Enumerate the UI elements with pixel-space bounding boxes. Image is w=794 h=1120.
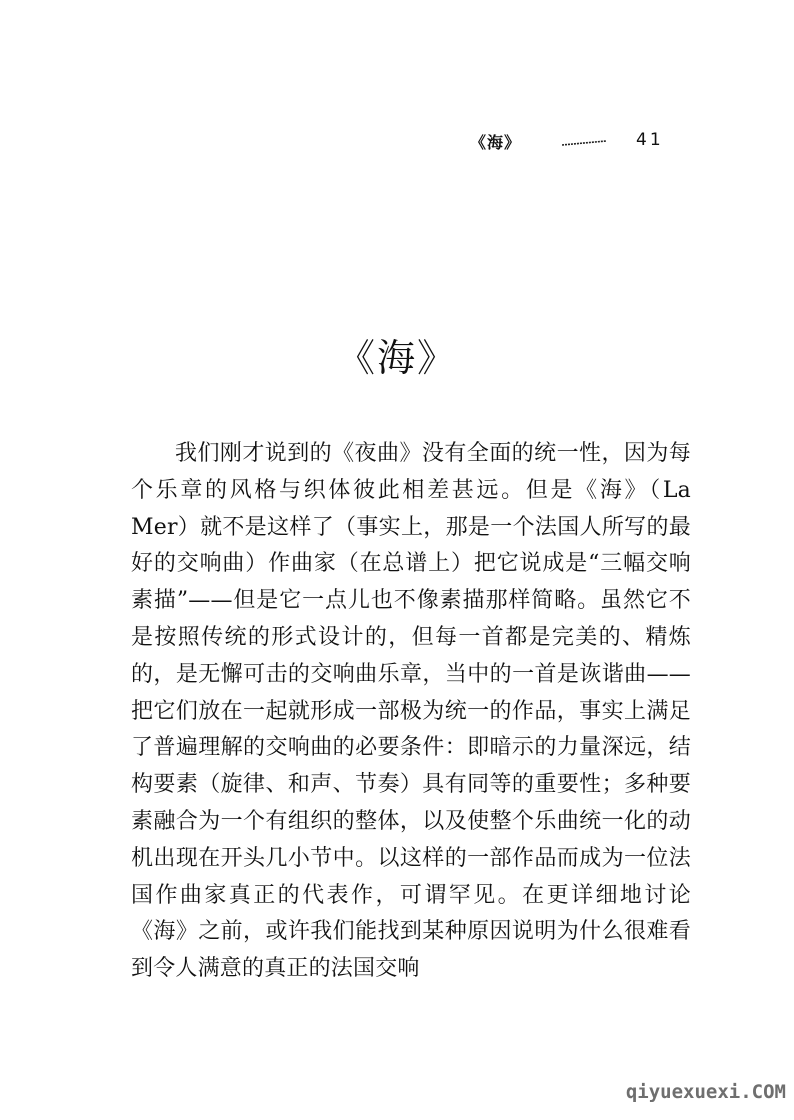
- page-number: 41: [636, 130, 664, 150]
- site-watermark: qiyuexuexi.COM: [625, 1081, 786, 1103]
- running-title: 《海》: [470, 133, 522, 152]
- chapter-title: 《海》: [336, 336, 457, 381]
- running-header: [470, 130, 670, 160]
- body-paragraph: 我们刚才说到的《夜曲》没有全面的统一性，因为每个乐章的风格与织体彼此相差甚远。但是《海》（La Mer）就不是这样了（事实上，那是一个法国人所写的最好的交响曲）作曲家（在总谱上）把它说成是“三幅交响素描”——但是它一点儿也不像素描那样简略。虽然它不是按照传统的形式设计的，但每一首都是完美的、精炼的，是无懈可击的交响曲乐章，当中的一首是诙谐曲——把它们放在一起就形成一部极为统一的作品，事实上满足了普遍理解的交响曲的必要条件：即暗示的力量深远，结构要素（旋律、和声、节奏）具有同等的重要性；多种要素融合为一个有组织的整体，以及使整个乐曲统一化的动机出现在开头几小节中。以这样的一部作品而成为一位法国作曲家真正的代表作，可谓罕见。在更详细地讨论《海》之前，或许我们能找到某种原因说明为什么很难看到令人满意的真正的法国交响: [131, 441, 691, 982]
- header-ornament-icon: [562, 140, 606, 146]
